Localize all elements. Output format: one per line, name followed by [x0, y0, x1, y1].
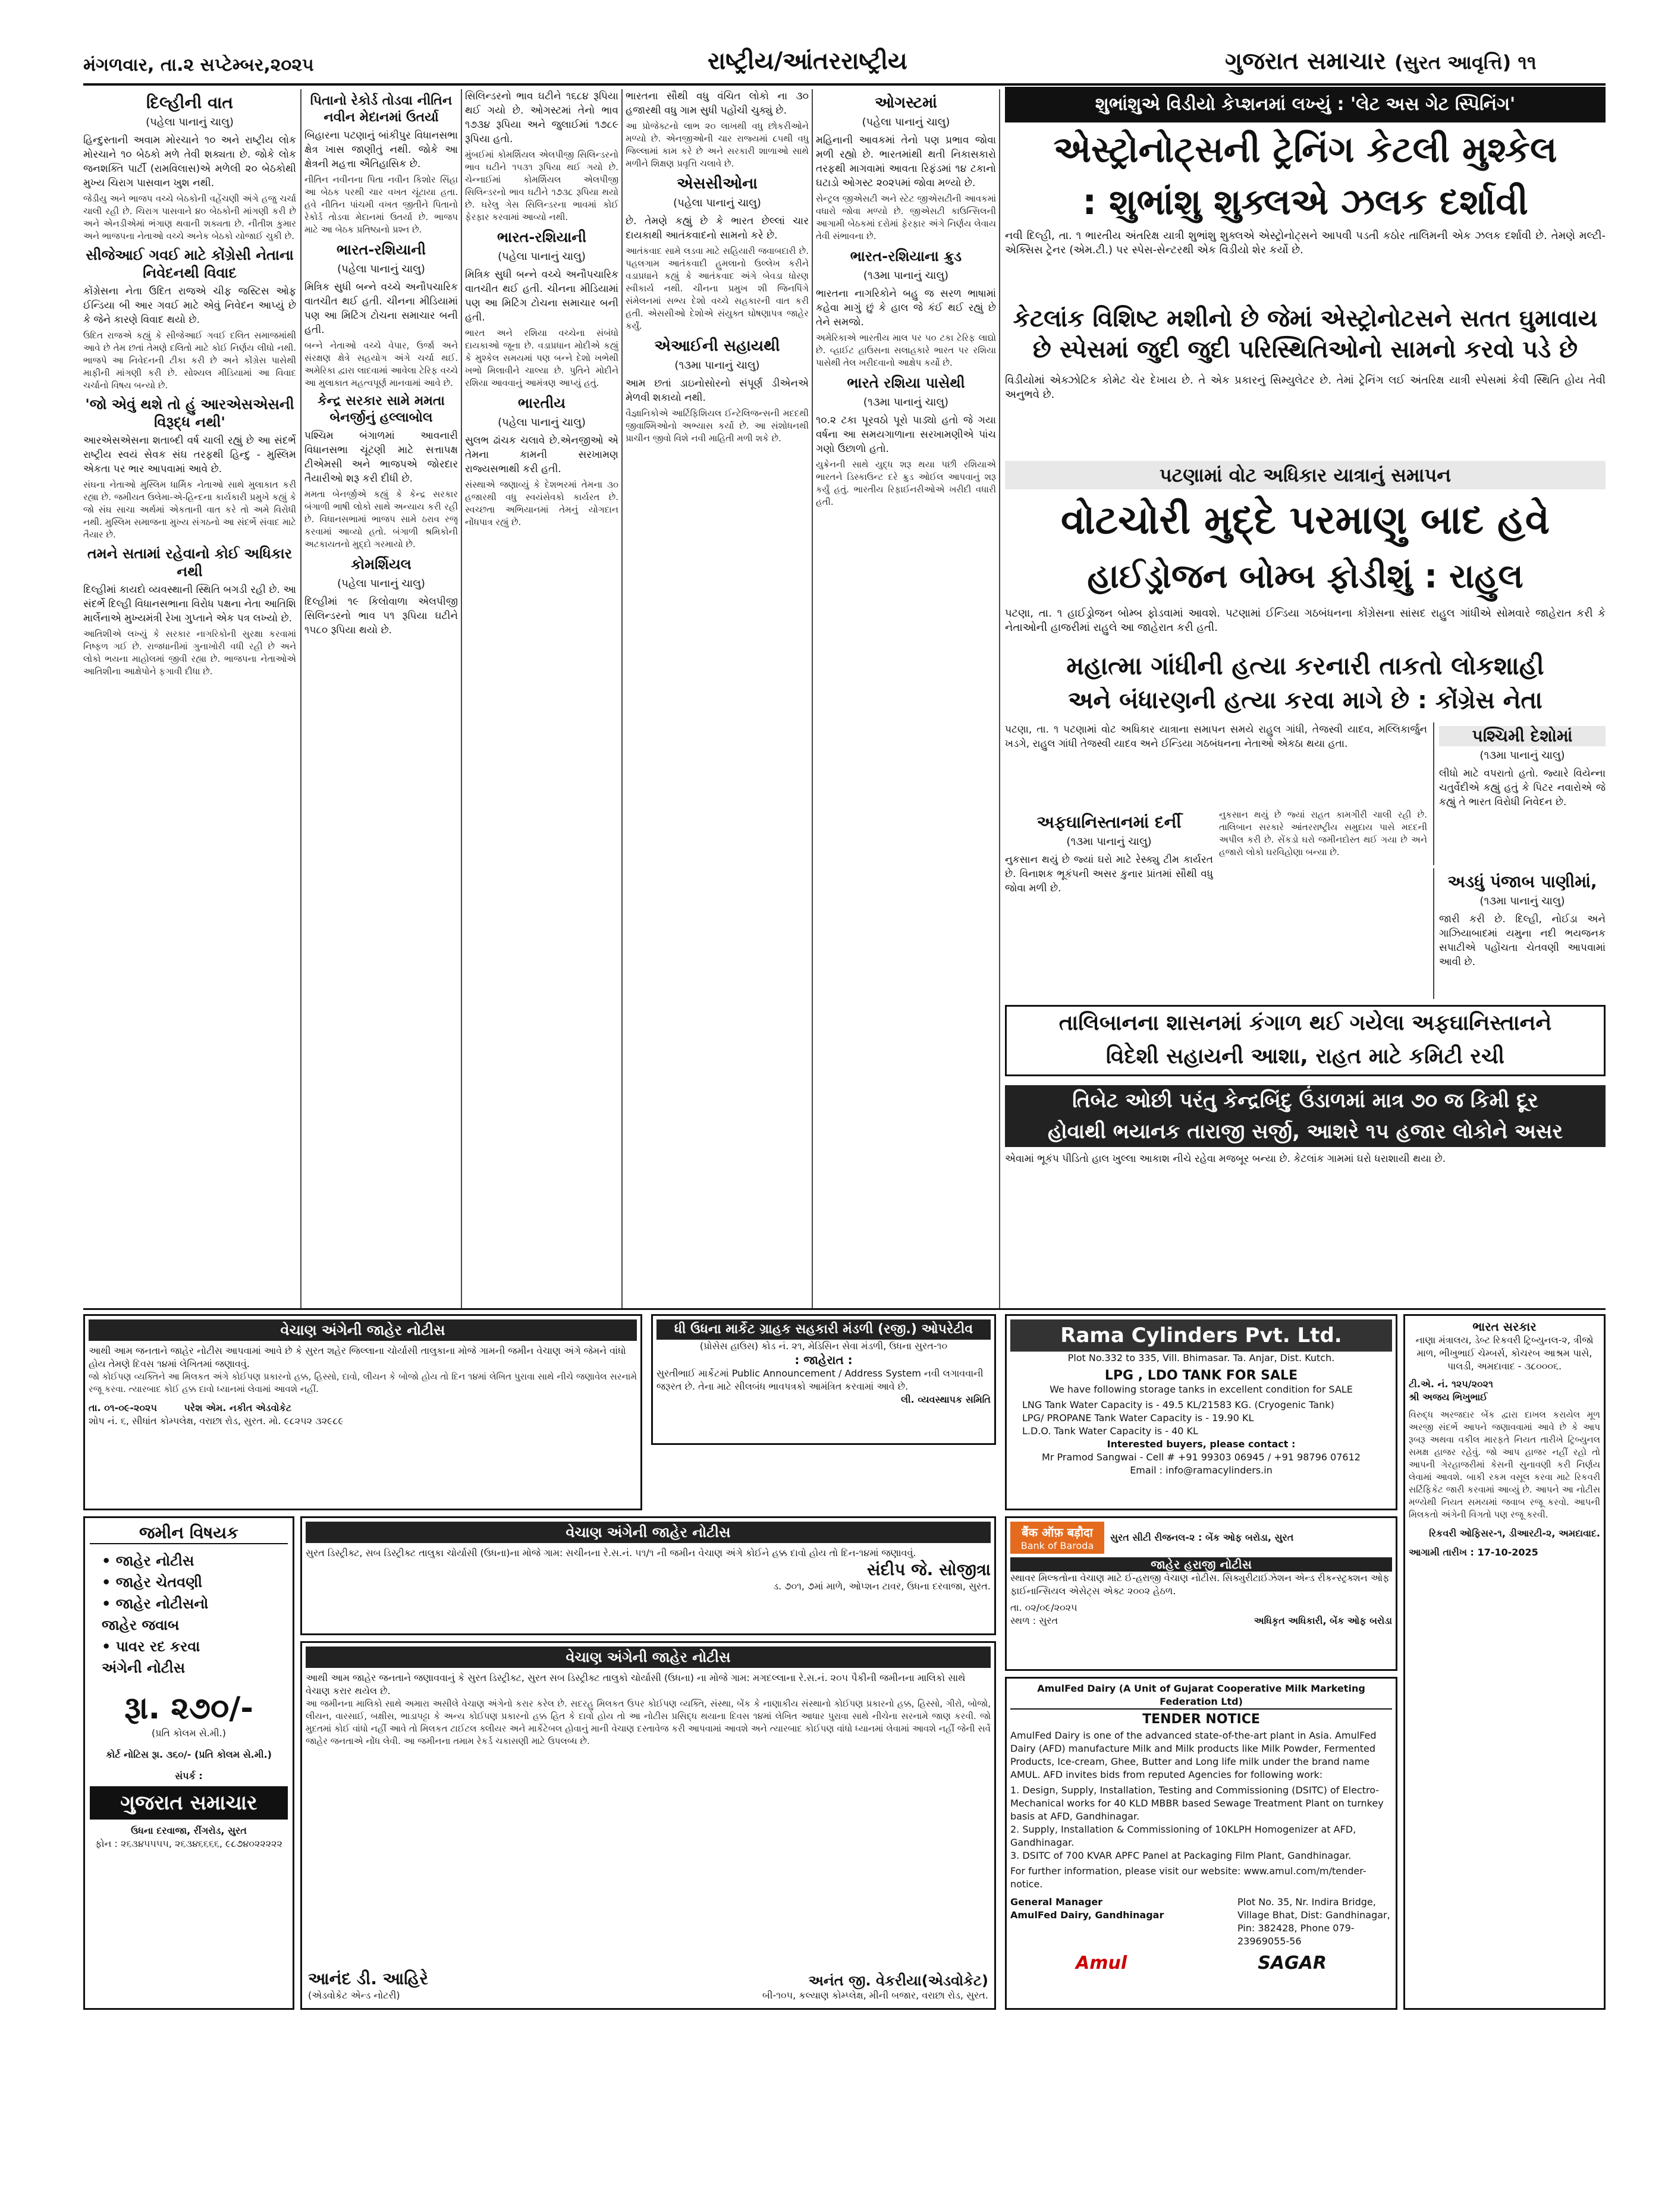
article-body-filler: સેન્ટ્રલ જીએસટી અને સ્ટેટ જીએસટીની આવકમાં વધારો જોવા મળ્યો છે. જીએસટી કાઉન્સિલની આગામી બેઠકમાં દરોમાં ફેરફાર અંગે નિર્ણય લેવાય તેવી સંભાવના છે. — [816, 193, 996, 241]
classified-brand: ગુજરાત સમાચાર — [90, 1786, 288, 1820]
article-body: મિત્રિક સુધી બન્ને વચ્ચે અનૌપચારિક વાતચીત થઈ હતી. ચીનના મીડિયામાં પણ આ મિટિંગ ટોચના સમાચાર બની હતી. — [304, 281, 458, 336]
rama-tank-item: LPG/ PROPANE Tank Water Capacity is - 19.90 KL — [1022, 1412, 1254, 1424]
masthead-brand — [1225, 48, 1537, 75]
classified-item: અંગેની નોટીસ — [102, 1660, 186, 1676]
article-body-filler: ઉદિત રાજએ કહ્યું કે સીજેઆઈ ગવઈ દલિત સમાજમાંથી આવે છે તેમ છતાં તેમણે દલિતો માટે કોઈ નિર્ણય લીધો નથી. ભાજપે આ નિવેદનની ટીકા કરી છે અને કોંગ્રેસ પાસેથી માફીની માંગણી કરી છે. સોશ્યલ મીડિયામાં આ વિવાદ ચર્ચાનો વિષય બન્યો છે. — [83, 330, 296, 391]
notice-date: તા. ૦૧-૦૯-૨૦૨૫ — [89, 1402, 157, 1413]
continued-label: (પહેલા પાનાનું ચાલુ) — [498, 416, 586, 429]
lead-headline-2: : શુભાંશુ શુક્લએ ઝલક દર્શાવી — [1082, 181, 1528, 223]
gandhi-headline: મહાત્મા ગાંધીની હત્યા કરનારી તાકતો લોકશાહી — [1066, 651, 1544, 680]
lead-subheadline: કેટલાંક વિશિષ્ટ મશીનો છે જેમાં એસ્ટ્રોનોટસને સતત ઘુમાવાય છે સ્પેસમાં જુદી જુદી પરિસ્થિતિઓનો સામનો કરવો પડે છે — [1013, 305, 1598, 363]
article-body: છે. તેમણે કહ્યું છે કે ભારત છેલ્લાં ચાર દાયકાથી આતંકવાદનો સામનો કરે છે. — [626, 215, 809, 241]
article-body-filler: યુક્રેનની સાથે યુદ્ધ શરૂ થયા પછી રશિયાએ ભારતને ડિસ્કાઉન્ટ દરે ક્રુડ ઓઈલ આપવાનું શરૂ કર્યું હતું. ભારતીય રિફાઈનરીઓએ ખરીદી વધારી હતી. — [816, 459, 996, 507]
article-body: હિન્દુસ્તાની અવામ મોરચાને ૧૦ અને રાષ્ટ્રીય લોક મોરચાને ૧૦ બેઠકો મળે તેવી શક્યતા છે. જોકે લોક જનશક્તિ પાર્ટી (રામવિલાસ)એ મળેલી ૨૦ બેઠકોથી મુખ્ય ચિરાગ પાસવાન ખુશ નથી. — [83, 134, 296, 189]
article-body-filler: જેડીયુ અને ભાજપ વચ્ચે બેઠકોની વહેંચણી અંગે હજુ ચર્ચા ચાલી રહી છે. ચિરાગ પાસવાને ૪૦ બેઠકોની માંગણી કરી છે અને એનડીએમાં ભંગાણ થવાની શક્યતા છે. નીતીશ કુમાર અને ભાજપના નેતાઓ વચ્ચે અનેક બેઠકો યોજાઈ ચુકી છે. — [83, 193, 296, 241]
bob-logo-hindi: बैंक ऑफ़ बड़ौदा — [1022, 1525, 1093, 1539]
article-body-filler: આ પ્રોજેક્ટનો લાભ ૨૦ લાખથી વધુ છોકરીઓને મળ્યો છે. એનજીઓની ચાર રાજ્યમાં ૮૫થી વધુ જિલ્લામાં કામ કરે છે અને સરકારી શાળાઓ સાથે મળીને શિક્ષણ પ્રવૃત્તિ ચલાવે છે. — [626, 121, 809, 169]
taliban-headline: તાલિબાનના શાસનમાં કંગાળ થઈ ગયેલા અફઘાનિસ્તાનને — [1058, 1011, 1552, 1035]
continued-label: (૧૩મા પાનાનું ચાલુ) — [863, 396, 949, 409]
notice-sign: અનંત જી. વેકરીયા(એડવોકેટ) — [808, 1972, 988, 1989]
govt-body-filler: વિરુદ્ધ અરજદાર બેંક દ્વારા દાખલ કરાયેલ મૂળ અરજી સંદર્ભે આપને જણાવવામાં આવે છે કે આપ રૂબરૂ અથવા વકીલ મારફતે નિયત તારીખે ટ્રિબ્યુનલ સમક્ષ હાજર રહેવું. જો આપ હાજર નહીં રહો તો આપની ગેરહાજરીમાં કેસની સુનાવણી કરી નિર્ણય લેવામાં આવશે. બાકી રકમ વસૂલ કરવા માટે રિકવરી સર્ટિફિકેટ જારી કરવામાં આવ્યું છે. આપને આ નોટીસ મળ્યેથી નિયત સમયમાં જવાબ રજૂ કરવો. આપની મિલકતો અંગેની વિગતો પણ રજૂ કરવી. — [1409, 1409, 1600, 1520]
bob-logo — [1010, 1522, 1104, 1554]
section-title: રાષ્ટ્રીય/આંતરરાષ્ટ્રીય — [708, 48, 907, 75]
article-heading: ઓગસ્ટમાં — [875, 94, 937, 112]
article-body: બિહારના પટણાનું બાંકીપુર વિધાનસભા ક્ષેત્ર ખાસ જાણીતું નથી. જોકે આ ક્ષેત્રની મહત્તા ઐતિહાસિક છે. — [304, 130, 458, 170]
classified-item: • જાહેર નોટીસનો — [102, 1595, 209, 1612]
article-body: મિત્રિક સુધી બન્ને વચ્ચે અનૌપચારિક વાતચીત થઈ હતી. ચીનના મીડિયામાં પણ આ મિટિંગ ટોચના સમાચાર બની હતી. — [465, 269, 618, 323]
article-heading: તમને સતામાં રહેવાનો કોઈ અધિકાર નથી — [87, 545, 293, 580]
udhna-market-notice — [651, 1314, 996, 1445]
rama-tank-item: LNG Tank Water Capacity is - 49.5 KL/21583 KG. (Cryogenic Tank) — [1022, 1399, 1334, 1410]
sale-notice-3 — [300, 1641, 996, 2010]
amul-item: 3. DSITC of 700 KVAR APFC Panel at Packaging Film Plant, Gandhinagar. — [1010, 1850, 1352, 1861]
classified-item: • જાહેર નોટીસ — [102, 1553, 194, 1569]
article-heading: ભારત-રશિયાની — [337, 241, 426, 258]
amul-address: Plot No. 35, Nr. Indira Bridge, Village Bhat, Dist: Gandhinagar, Pin: 382428, Phone 079-23969055-56 — [1237, 1896, 1390, 1947]
rama-description: We have following storage tanks in excellent condition for SALE — [1050, 1384, 1353, 1395]
notice-role: (એડવોકેટ એન્ડ નોટરી) — [308, 1990, 400, 2001]
continued-label: (પહેલા પાનાનું ચાલુ) — [337, 577, 425, 590]
classified-extra: કોર્ટ નોટિસ રૂા. ૩૬૦/- (પ્રતિ કોલમ સે.મી.) — [106, 1749, 272, 1760]
notice-sign: પરેશ એમ. નકીત એડવોકેટ — [184, 1402, 292, 1413]
continued-label: (પહેલા પાનાનું ચાલુ) — [673, 197, 761, 209]
notice-sign: લી. વ્યવસ્થાપક સમિતિ — [901, 1394, 991, 1405]
amul-logo: Amul — [1076, 1953, 1127, 1974]
govt-party: શ્રી અજય ભિખુભાઈ — [1409, 1391, 1488, 1403]
amul-title: TENDER NOTICE — [1142, 1712, 1260, 1727]
continued-label: (૧૩મા પાનાનું ચાલુ) — [674, 359, 760, 372]
gandhi-headline-2: અને બંધારણની હત્યા કરવા માગે છે : કોંગ્રેસ નેતા — [1068, 687, 1543, 714]
column-2 — [304, 89, 458, 1296]
classified-unit: (પ્રતિ કોલમ સે.મી.) — [152, 1727, 226, 1739]
article-body: ભારતના સૌથી વધુ વંચિત લોકો ના ૩૦ હજારથી વધુ ગામ સુધી પહોંચી ચુક્યું છે. — [626, 90, 809, 117]
patna-headline-2: હાઈડ્રોજન બોમ્બ ફોડીશું : રાહુલ — [1087, 557, 1523, 596]
lead-headline: એસ્ટ્રોનોટ્સની ટ્રેનિંગ કેટલી મુશ્કેલ — [1053, 129, 1557, 171]
patna-lead: પટણા, તા. ૧ હાઈડ્રોજન બોમ્બ ફોડવામાં આવશે. પટણામાં ઈન્ડિયા ગઠબંધનના કોંગ્રેસના સાંસદ રાહુલ ગાંધીએ સોમવારે જાહેરાત કરી કે નેતાઓની હાજરીમાં રાહુલે આ જાહેરાત કરી હતી. — [1005, 607, 1606, 634]
article-body: મહિનાની આવકમાં તેનો પણ પ્રભાવ જોવા મળી રહ્યો છે. ભારતમાંથી થતી નિકાસકારો તરફથી માગવામાં આવતા રિફંડમાં ૧૪ ટકાનો ઘટાડો ઓગસ્ટ ૨૦૨૫માં જોવા મળ્યો છે. — [816, 134, 996, 189]
rama-company-name: Rama Cylinders Pvt. Ltd. — [1010, 1319, 1392, 1352]
article-body: પશ્ચિમ બંગાળમાં આવનારી વિધાનસભા ચૂંટણી માટે સત્તાપક્ષ ટીએમસી અને ભાજપએ જોરદાર તૈયારીઓ શરૂ કરી દીધી છે. — [304, 430, 458, 485]
article-body-filler: બન્ને નેતાઓ વચ્ચે વેપાર, ઉર્જા અને સંરક્ષણ ક્ષેત્રે સહયોગ અંગે ચર્ચા થઈ. અમેરિકા દ્વારા લાદવામાં આવેલા ટેરિફ વચ્ચે આ મુલાકાત મહત્વપૂર્ણ માનવામાં આવે છે. — [304, 340, 458, 388]
bob-body: સ્થાવર મિલ્કતોના વેચાણ માટે ઈ-હરાજી વેચાણ નોટીસ. સિક્યુરીટાઈઝેશન એન્ડ રીકન્સ્ટ્રક્શન ઓફ ફાઈનાન્સિયલ એસેટ્સ એક્ટ ૨૦૦૨ હેઠળ. — [1010, 1572, 1390, 1597]
article-body: જારી કરી છે. દિલ્હી, નોઈડા અને ગાઝિયાબાદમાં યમુના નદી ભયજનક સપાટીએ પહોંચતા ચેતવણી આપવામાં આવી છે. — [1439, 913, 1606, 968]
notice-address: શોપ નં. ૬, સીધાંત કોમ્પલેક્ષ, વરાછા રોડ, સુરત. મો. ૯૮૨૫૨ ૩૨૯૮૯ — [89, 1415, 344, 1427]
rama-title: LPG , LDO TANK FOR SALE — [1104, 1368, 1298, 1383]
amul-body: AmulFed Dairy is one of the advanced state-of-the-art plant in Asia. AmulFed Dairy (AFD) manufacture Milk and Milk products like Milk Powder, Fermented Products, Ice-cream, Ghee, Butter and Long life milk under the brand name AMUL. AFD invites bids from reputed Agencies for following work: — [1010, 1730, 1377, 1780]
notice-address: ડ. ૭૦૧, ૭માં માળે, ઓપ્શન ટાવર, ઉધના દરવાજા, સુરત. — [773, 1581, 991, 1592]
article-body: દિલ્હીમાં ૧૯ કિલોવાળા એલપીજી સિલિન્ડરનો ભાવ ૫૧ રૂપિયા ઘટીને ૧૫૮૦ રૂપિયા થયો છે. — [304, 596, 458, 636]
continued-label: (૧૩મા પાનાનું ચાલુ) — [1479, 895, 1565, 907]
govt-sign: રિકવરી ઓફિસર-૧, ડીઆરટી-૨, અમદાવાદ. — [1429, 1528, 1600, 1539]
article-heading: કોમર્શિયલ — [351, 556, 411, 573]
edition-page: (સુરત આવૃત્તિ) ૧૧ — [1394, 51, 1537, 74]
classified-contact: સંપર્ક : — [175, 1770, 203, 1781]
govt-drt-notice — [1403, 1314, 1606, 2010]
sale-notice-1 — [83, 1314, 642, 1510]
afghan-story — [1005, 809, 1213, 999]
section-rule — [83, 1308, 1606, 1310]
article-heading: અડધું પંજાબ પાણીમાં, — [1447, 872, 1597, 891]
column-3 — [465, 89, 618, 1296]
notice-title: વેચાણ અંગેની જાહેર નોટીસ — [306, 1522, 991, 1543]
amul-gm: General Manager — [1010, 1896, 1103, 1908]
rama-contact: Mr Pramod Sangwai - Cell # +91 99303 06945 / +91 98796 07612 — [1042, 1451, 1361, 1463]
brand-name: ગુજરાત સમાચાર — [1225, 48, 1386, 75]
column-5 — [816, 89, 996, 1296]
article-body: સિલિન્ડરનો ભાવ ઘટીને ૧૬૮૪ રૂપિયા થઈ ગયો છે. ઓગસ્ટમાં તેનો ભાવ ૧૭૩૪ રૂપિયા અને જુલાઈમાં ૧૭૮૯ રૂપિયા હતો. — [465, 90, 618, 145]
notice-body: સુરતીભાઈ માર્કેટમાં Public Announcement / Address System નવી લગાવવાની જરૂરત છે. તેના માટે સીલબંધ ભાવપત્રકો આમંત્રિત કરવામાં આવે છે. — [656, 1368, 984, 1392]
notice-body: આથી આમ જનતાને જાહેર નોટીસ આપવામાં આવે છે કે સુરત શહેર જિલ્લાના ચોર્યાસી તાલુકાના મોજે ગામની જમીન વેચાણ અંગે જેમને વાંધો હોય તેમણે દિવસ ૧૪માં લેખિતમાં જણાવવું. — [89, 1345, 626, 1369]
continued-label: (૧૩મા પાનાનું ચાલુ) — [1479, 749, 1565, 762]
classified-item: • જાહેર ચેતવણી — [102, 1574, 203, 1591]
lead-kicker: શુભાંશુએ વિડીયો કેપ્શનમાં લખ્યું : 'લેટ અસ ગેટ સ્પિનિંગ' — [1005, 87, 1606, 122]
classified-price: રૂા. ૨૭૦/- — [124, 1691, 253, 1726]
article-body: ભારતના નાગરિકોને બહુ જ સરળ ભાષામાં કહેવા માગું છું કે હાલ જે કંઈ થઈ રહ્યું છે તેને સમજો. — [816, 288, 996, 328]
article-heading: સીજેઆઈ ગવઈ માટે કોંગ્રેસી નેતાના નિવેદનથી વિવાદ — [86, 247, 294, 281]
notice-title: વેચાણ અંગેની જાહેર નોટીસ — [89, 1319, 637, 1341]
tibet-headline-2: હોવાથી ભયાનક તારાજી સર્જી, આશરે ૧૫ હજાર લોકોને અસર — [1005, 1116, 1606, 1147]
tibet-story — [1005, 1085, 1606, 1305]
classified-ad — [83, 1516, 294, 2010]
classified-address: ઉધના દરવાજા, રીંગરોડ, સુરત — [131, 1825, 247, 1836]
lead-body: નવી દિલ્હી, તા. ૧ ભારતીય અંતરિક્ષ યાત્રી શુભાંશુ શુક્લએ એસ્ટ્રોનોટ્સને આપવી પડતી કઠોર તાલિમની એક ઝલક દર્શાવી છે. તેમણે મલ્ટી-એક્સિસ ટ્રેનર (એમ.ટી.) પર સ્પેસ-સેન્ટરથી એક વિડીયો શેર કર્યો છે. — [1005, 230, 1606, 256]
notice-sign: આનંદ ડી. આહિરે — [308, 1969, 428, 1988]
notice-label: : જાહેરાત : — [794, 1353, 853, 1367]
amul-item: 1. Design, Supply, Installation, Testing and Commissioning (DSITC) of Electro-Mechanical works for 40 KLD MBBR based Sewage Treatment Plant on turnkey basis at AFD, Gandhinagar. — [1010, 1784, 1384, 1822]
article-heading: દિલ્હીની વાત — [146, 93, 233, 112]
article-heading: પિતાનો રેકોર્ડ તોડવા નીતિન નવીન મેદાનમાં ઉતર્યા — [310, 93, 453, 125]
article-heading: એઆઈની સહાયથી — [654, 337, 780, 355]
notice-body-filler: જો કોઈપણ વ્યક્તિને આ મિલકત અંગે કોઈપણ પ્રકારનો હક્ક, હિસ્સો, દાવો, લીયન કે બોજો હોય તો દિન ૧૪માં લેખિત પુરાવા સાથે નીચે જણાવેલ સરનામે રજૂ કરવા. ત્યારબાદ કોઈ હક્ક દાવો ધ્યાનમાં લેવામાં આવશે નહીં. — [89, 1371, 637, 1394]
continued-label: (૧૩મા પાનાનું ચાલુ) — [863, 269, 949, 282]
issue-date: મંગળવાર, તા.૨ સપ્ટેમ્બર,૨૦૨૫ — [83, 55, 314, 76]
patna-banner: પટણામાં વોટ અધિકાર યાત્રાનું સમાપન — [1005, 461, 1606, 489]
govt-body: નાણા મંત્રાલય, ડેબ્ટ રિકવરી ટ્રિબ્યુનલ-૨, ત્રીજો માળ, ભીખુભાઈ ચેમ્બર્સ, કોચરબ આશ્રમ પાસે, પાલડી, અમદાવાદ - ૩૮૦૦૦૬. — [1415, 1334, 1594, 1372]
article-body: નુકસાન થયું છે જ્યાં ઘરો માટે રેસ્ક્યુ ટીમ કાર્યરત છે. વિનાશક ભૂકંપની અસર કુનાર પ્રાંતમાં સૌથી વધુ જોવા મળી છે. — [1005, 854, 1213, 894]
punjab-story — [1433, 868, 1606, 999]
continued-label: (૧૩મા પાનાનું ચાલુ) — [1066, 835, 1152, 848]
article-body-filler: સંઘના નેતાઓ મુસ્લિમ ધાર્મિક નેતાઓ સાથે મુલાકાત કરી રહ્યા છે. જમીયત ઉલેમા-એ-હિન્દના કાર્યકારી પ્રમુખે કહ્યું કે જો સંઘ સાચા અર્થમાં એકતાની વાત કરે તો અમે વિરોધી નથી. મુસ્લિમ સમાજના મુખ્ય સંગઠનો આ સંદર્ભે સંવાદ માટે તૈયાર છે. — [83, 479, 296, 540]
article-body: આરએસએસના શતાબ્દી વર્ષ ચાલી રહ્યું છે આ સંદર્ભે રાષ્ટ્રીય સ્વયં સેવક સંઘ તરફથી હિન્દુ - મુસ્લિમ એકતા પર ભાર આપવામાં આવે છે. — [83, 435, 296, 475]
article-heading: 'જો એવું થશે તો હું આરએસએસની વિરૂદ્ધ નથી' — [85, 396, 294, 431]
bob-date: તા. ૦૨/૦૯/૨૦૨૫ — [1010, 1602, 1077, 1613]
rama-contact-title: Interested buyers, please contact : — [1107, 1438, 1296, 1450]
article-heading: પશ્ચિમી દેશોમાં — [1439, 726, 1606, 746]
column-divider — [300, 89, 301, 1308]
bob-place: સ્થળ : સુરત — [1010, 1615, 1058, 1626]
article-body-filler: મુંબઈમાં કોમર્શિયલ એલપીજી સિલિન્ડરનો ભાવ ઘટીને ૧૫૩૧ રૂપિયા થઈ ગયો છે. ચેન્નાઈમાં કોમર્શિયલ એલપીજી સિલિન્ડરનો ભાવ ઘટીને ૧૭૩૮ રૂપિયા થયો છે. ઘરેલુ ગેસ સિલિન્ડરના ભાવમાં કોઈ ફેરફાર કરવામાં આવ્યો નથી. — [465, 149, 618, 222]
bob-branch: સુરત સીટી રીજનલ-૨ : બેંક ઓફ બરોડા, સુરત — [1110, 1532, 1294, 1543]
bob-logo-name: Bank of Baroda — [1020, 1540, 1094, 1551]
amul-tender-notice — [1005, 1677, 1397, 2010]
gandhi-body: પટણા, તા. ૧ પટણામાં વોટ અધિકાર યાત્રાના સમાપન સમયે રાહુલ ગાંધી, તેજસ્વી યાદવ, મલ્લિકાર્જુન ખડગે, રાહુલ ગાંધી તેજસ્વી યાદવ અને ઈન્ડિયા ગઠબંધનના નેતાઓ એકઠા થયા હતા. — [1005, 724, 1427, 750]
notice-body-filler: આ જમીનના માલિકો સાથે અમારા અસીલે વેચાણ અંગેનો કરાર કરેલ છે. સદરહુ મિલકત ઉપર કોઈપણ વ્યક્તિ, સંસ્થા, બેંક કે નાણાકીય સંસ્થાનો કોઈપણ પ્રકારનો હક્ક, હિસ્સો, ગીરો, બોજો, લીયન, વારસાઈ, બક્ષીસ, ભાડાપટ્ટા કે અન્ય કોઈપણ પ્રકારનો હક્ક હિત કે દાવો હોય તો આ નોટીસ પ્રસિદ્ધ થયાના દિવસ ૧૪માં લેખિત આધાર પુરાવા સાથે નીચેના સરનામે જાણ કરવી. જો મુદતમાં કોઈ વાંધો નહીં આવે તો મિલકત ટાઈટલ ક્લીયર અને માર્કેટેબલ હોવાનું માની વેચાણ દસ્તાવેજ કરી આપવામાં આવશે અને ત્યારબાદ કોઈપણ વાંધો ધ્યાનમાં લેવામાં આવશે નહીં જેની સર્વે જાહેર જનતાએ નોંધ લેવી. આ જમીનના તમામ રેકર્ડ ચકાસણી માટે ઉપલબ્ધ છે. — [306, 1698, 991, 1746]
notice-body: સુરત ડિસ્ટ્રીક્ટ, સબ ડિસ્ટ્રીક્ટ તાલુકા ચોર્યાસી (ઉધના)ના મોજે ગામ: સચીનના રે.સ.નં. ૫૧/૧ ની જમીન વેચાણ અંગે કોઈને હક્ક દાવો હોય તો દિન-૧૪માં જણાવવું. — [306, 1547, 916, 1559]
article-body-filler: નીતિન નવીનના પિતા નવીન કિશોર સિંહા આ બેઠક પરથી ચાર વખત ચૂંટાયા હતા. હવે નીતિન પાંચમી વખત જીતીને પિતાનો રેકોર્ડ તોડવા મેદાનમાં ઉતર્યા છે. ભાજપ માટે આ બેઠક પ્રતિષ્ઠાનો પ્રશ્ન છે. — [304, 174, 458, 235]
article-body-filler: ભારત અને રશિયા વચ્ચેના સંબંધો દાયકાઓ જૂના છે. વડાપ્રધાન મોદીએ કહ્યું કે મુશ્કેલ સમયમાં પણ બન્ને દેશો ખભેથી ખભો મિલાવીને ચાલ્યા છે. પુતિને મોદીને રશિયા આવવાનું આમંત્રણ આપ્યું હતું. — [465, 328, 618, 388]
govt-date: આગામી તારીખ : 17-10-2025 — [1409, 1547, 1538, 1558]
continued-label: (પહેલા પાનાનું ચાલુ) — [862, 116, 950, 128]
bob-sign: અધિકૃત અધિકારી, બેંક ઓફ બરોડા — [1254, 1615, 1392, 1626]
article-heading: ભારતીય — [518, 395, 566, 411]
amul-item: 2. Supply, Installation & Commissioning of 10KLPH Homogenizer at AFD, Gandhinagar. — [1010, 1824, 1356, 1848]
article-body-filler: સંસ્થાએ જણાવ્યું કે દેશભરમાં તેમના ૩૦ હજારથી વધુ સ્વયંસેવકો કાર્યરત છે. સ્વચ્છતા અભિયાનમાં તેમનું યોગદાન નોંધપાત્ર રહ્યું છે. — [465, 479, 618, 527]
article-heading: અફઘાનિસ્તાનમાં દર્ની — [1036, 812, 1182, 832]
rama-tank-item: L.D.O. Tank Water Capacity is - 40 KL — [1022, 1425, 1198, 1437]
patna-headline: વોટચોરી મુદ્દે પરમાણુ બાદ હવે — [1060, 497, 1550, 543]
bob-title: જાહેર હરાજી નોટીસ — [1010, 1557, 1392, 1572]
article-body-filler: આતંકવાદ સામે લડવા માટે સહિયારી જવાબદારી છે. પહલગામ આતંકવાદી હુમલાનો ઉલ્લેખ કરીને વડાપ્રધાને કહ્યું કે આતંકવાદ અંગે બેવડા ધોરણ સ્વીકાર્ય નથી. ચીનના પ્રમુખ શી જિનપિંગે સંમેલનમાં સભ્ય દેશો વચ્ચે સહકારની વાત કરી હતી. એસસીઓ દેશોએ સંયુક્ત ઘોષણાપત્ર જાહેર કર્યું. — [626, 246, 809, 331]
tibet-body: એવામાં ભૂકંપ પીડિતો હાલ ખુલ્લા આકાશ નીચે રહેવા મજબૂર બન્યા છે. કેટલાંક ગામમાં ઘરો ધરાશાયી થયા છે. — [1005, 1153, 1446, 1165]
notice-subtitle: (પ્રોસેસ હાઉસ) કોડ નં. ૨૧, મેડિસિન સેવા મંડળી, ઉધના સુરત-૧૦ — [699, 1340, 948, 1352]
article-body: આમ છતાં ડાઇનોસોરનો સંપૂર્ણ ડીએનએ મેળવી શકાયો નથી. — [626, 378, 809, 404]
amul-info: For further information, please visit our website: www.amul.com/m/tender-notice. — [1010, 1865, 1366, 1890]
tibet-headline: તિબેટ ઓછી પરંતુ કેન્દ્રબિંદુ ઉંડાળમાં માત્ર ૭૦ જ કિમી દૂર — [1005, 1085, 1606, 1116]
classified-title: જમીન વિષયક — [90, 1523, 288, 1544]
notice-title: ધી ઉધના માર્કેટ ગ્રાહક સહકારી મંડળી (રજી.) ઓપરેટીવ — [656, 1319, 991, 1340]
continued-label: (પહેલા પાનાનું ચાલુ) — [337, 263, 425, 275]
article-body-filler: અમેરિકાએ ભારતીય માલ પર ૫૦ ટકા ટેરિફ લાદ્યો છે. વ્હાઈટ હાઉસના સલાહકારે ભારત પર રશિયા પાસેથી તેલ ખરીદવાનો આક્ષેપ કર્યો છે. — [816, 332, 996, 368]
govt-title: ભારત સરકાર — [1472, 1319, 1537, 1334]
taliban-headline-2: વિદેશી સહાયની આશા, રાહત માટે કમિટી રચી — [1105, 1044, 1505, 1069]
west-story — [1433, 722, 1606, 865]
amul-company: AmulFed Dairy (A Unit of Gujarat Cooperative Milk Marketing Federation Ltd) — [1010, 1682, 1392, 1710]
article-body-filler: મમતા બેનર્જીએ કહ્યું કે કેન્દ્ર સરકાર બંગાળી ભાષી લોકો સાથે અન્યાય કરી રહી છે. વિધાનસભામાં ભાજપ સામે ઠરાવ રજૂ કરવામાં આવ્યો હતો. બંગાળી શ્રમિકોની અટકાયતનો મુદ્દો ગરમાયો છે. — [304, 489, 458, 549]
classified-item: જાહેર જવાબ — [102, 1617, 180, 1633]
article-body: કોંગ્રેસના નેતા ઉદિત રાજએ ચીફ જસ્ટિસ ઓફ ઈન્ડિયા બી આર ગવઈ માટે એવું નિવેદન આપ્યું છે કે જેને કારણે વિવાદ થયો છે. — [83, 285, 296, 326]
article-body: સુલભ ઢાંચક ચલાવે છે.એનજીઓ એ તેમના કામની સરખામણ રાજ્યસભાથી કરી હતી. — [465, 435, 618, 475]
afghan-story-filler: નુકસાન થયું છે જ્યાં રાહત કામગીરી ચાલી રહી છે. તાલિબાન સરકારે આંતરરાષ્ટ્રીય સમુદાય પાસે મદદની અપીલ કરી છે. સેંકડો ઘરો જમીનદોસ્ત થઈ ગયા છે અને હજારો લોકો ઘરવિહોણા બન્યા છે. — [1219, 809, 1427, 857]
article-body: ૧૦.૨ ટકા પૂરવઠો પૂરો પાડ્યો હતો જે ગયા વર્ષના આ સમયગાળાના સરખામણીએ પાંચ ગણો ઉછાળો હતો. — [816, 414, 996, 455]
bank-of-baroda-notice — [1005, 1516, 1397, 1671]
column-divider — [999, 89, 1000, 1308]
article-heading: ભારત-રશિયાની — [497, 229, 586, 246]
sagar-logo: SAGAR — [1258, 1953, 1327, 1974]
classified-phone: ફોન : ૨૬૩૪૫૫૫૫, ૨૬૩૪૬૬૬૬, ૯૮૭૪૦૨૨૨૨૨ — [95, 1838, 282, 1849]
article-heading: ભારતે રશિયા પાસેથી — [847, 375, 965, 391]
column-divider — [621, 89, 623, 1308]
notice-address: બી-૧૦૫, કલ્યાણ કોમ્પ્લેક્ષ, મીની બજાર, વરાછા રોડ, સુરત. — [762, 1990, 988, 2001]
column-divider — [461, 89, 462, 1308]
notice-sign: સંદીપ જે. સોજીત્રા — [866, 1560, 991, 1579]
article-body-filler: આતિશીએ લખ્યું કે સરકાર નાગરિકોની સુરક્ષા કરવામાં નિષ્ફળ ગઈ છે. રાજધાનીમાં ગુનાખોરી વધી રહી છે અને લોકો ભયના માહોલમાં જીવી રહ્યા છે. ભાજપના નેતાઓએ આતિશીના આક્ષેપોને ફગાવી દીધા છે. — [83, 629, 296, 677]
classified-item: • પાવર રદ કરવા — [102, 1638, 200, 1655]
lead-body-2: વિડીયોમાં એક્ઝોટિક કોમેટ ચેર દેખાય છે. તે એક પ્રકારનું સિમ્યુલેટર છે. તેમાં ટ્રેનિંગ લઈ અંતરિક્ષ યાત્રી સ્પેસમાં કેવી સ્થિતિ હોય તેવી અનુભવે છે. — [1005, 374, 1606, 401]
article-heading: ભારત-રશિયાના ક્રુડ — [850, 248, 962, 265]
rama-email: Email : info@ramacylinders.in — [1130, 1465, 1273, 1476]
header-rule — [83, 83, 1606, 86]
article-heading: એસસીઓના — [677, 175, 758, 193]
continued-label: (પહેલા પાનાનું ચાલુ) — [498, 250, 586, 263]
article-body: લીધો માટે વપરાતો હતો. જ્યારે વિયેન્ના ચતુર્વેદીએ કહ્યું હતું કે પિટર નવારોએ જે કહ્યું તે ભારત વિરોધી નિવેદન છે. — [1439, 768, 1606, 808]
notice-body: આથી આમ જાહેર જનતાને જણાવવાનું કે સુરત ડિસ્ટ્રીક્ટ, સુરત સબ ડિસ્ટ્રીક્ટ તાલુકો ચોર્યાસી (ઉધના) ના મોજે ગામ: મગદલ્લાના રે.સ.નં. ૨૦૫ પૈકીની જમીનના માલિકો સાથે વેચાણ કરાર થયેલ છે. — [306, 1672, 966, 1696]
rama-cylinders-ad — [1005, 1314, 1397, 1510]
continued-label: (પહેલા પાનાનું ચાલુ) — [146, 116, 234, 128]
notice-title: વેચાણ અંગેની જાહેર નોટીસ — [306, 1647, 991, 1668]
column-1 — [83, 89, 296, 1296]
column-4 — [626, 89, 809, 1296]
article-body: દિલ્હીમાં કાયદો વ્યવસ્થાની સ્થિતિ બગડી રહી છે. આ સંદર્ભે દિલ્હી વિધાનસભાના વિરોધ પક્ષના નેતા આતિશિ માર્લેનાએ મુખ્યમંત્રી રેખા ગુપ્તાને એક પત્ર લખ્યો છે. — [83, 584, 296, 624]
sale-notice-2 — [300, 1516, 996, 1635]
article-heading: કેન્દ્ર સરકાર સામે મમતા બેનર્જીનું હલ્લાબોલ — [318, 394, 445, 425]
article-body-filler: વૈજ્ઞાનિકોએ આર્ટિફિશિયલ ઈન્ટેલિજન્સની મદદથી જીવાશ્મિઓનો અભ્યાસ કર્યો છે. આ સંશોધનથી પ્રાચીન જીવો વિશે નવી માહિતી મળી શકે છે. — [626, 408, 809, 444]
column-divider — [812, 89, 813, 1308]
amul-gm-2: AmulFed Dairy, Gandhinagar — [1010, 1909, 1164, 1921]
taliban-headline-box — [1005, 1005, 1606, 1076]
rama-address: Plot No.332 to 335, Vill. Bhimasar. Ta. Anjar, Dist. Kutch. — [1067, 1352, 1335, 1363]
govt-case: ટી.એ. નં. ૧૨૫/૨૦૨૧ — [1409, 1378, 1493, 1390]
